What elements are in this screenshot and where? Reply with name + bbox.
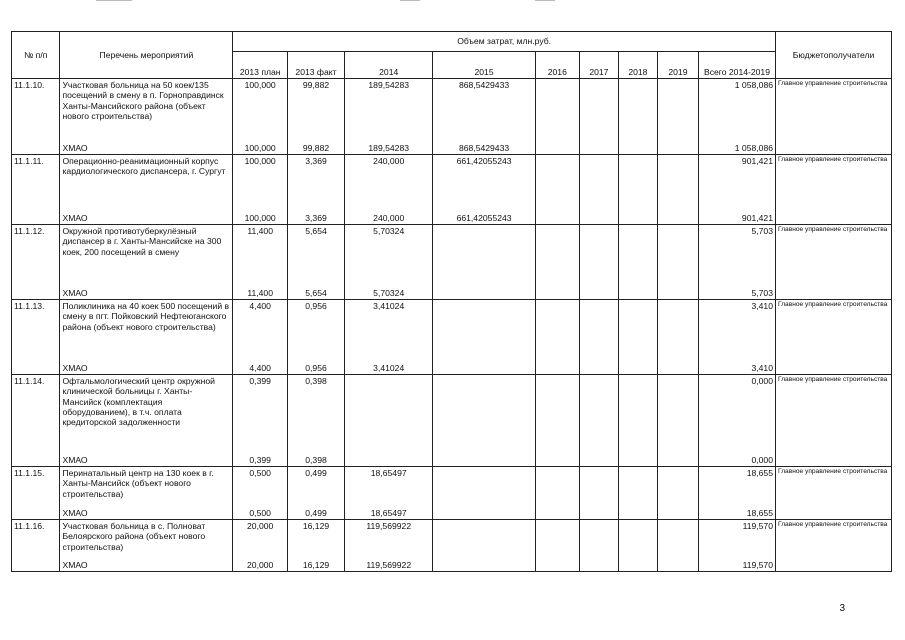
row-num <box>12 467 60 520</box>
value-2016-cell <box>535 79 579 155</box>
row-recipient <box>776 155 892 225</box>
value-2013-fact-cell <box>288 300 345 375</box>
row-num-text: 11.1.11. <box>14 156 44 166</box>
value-2013-fact: 3,369 <box>305 156 327 166</box>
value-2016-cell <box>535 225 579 300</box>
table-row <box>12 467 892 520</box>
value-total: 1 058,086 <box>734 80 773 90</box>
recipient-name: Главное управление строительства <box>778 521 888 528</box>
value-2014: 3,41024 <box>373 301 405 311</box>
value-2018-cell <box>618 225 657 300</box>
value-2017-cell <box>579 225 618 300</box>
recipient-name: Главное управление строительства <box>778 376 888 383</box>
value-total-cell <box>698 79 775 155</box>
table-header <box>12 32 892 79</box>
header-2017: 2017 <box>579 52 618 79</box>
value-2015-cell <box>433 79 535 155</box>
row-recipient <box>776 520 892 572</box>
page-number: 3 <box>839 603 845 614</box>
value-2017-cell <box>579 375 618 467</box>
value-2015-cell <box>433 300 535 375</box>
header-costs: Объем затрат, млн.руб. <box>233 32 776 52</box>
value-2013-plan: 100,000 <box>244 80 276 90</box>
value-2013-fact-cell <box>288 225 345 300</box>
value-2014-sub: 3,41024 <box>373 362 405 373</box>
value-2013-fact-sub: 16,129 <box>302 559 330 570</box>
row-recipient <box>776 79 892 155</box>
table-row <box>12 375 892 467</box>
header-num: № п/п <box>12 32 60 79</box>
value-2013-fact-sub: 0,956 <box>305 362 327 373</box>
value-2013-plan: 4,400 <box>249 301 271 311</box>
value-total-sub: 1 058,086 <box>734 142 773 153</box>
activity-sub-label: ХМАО <box>62 559 88 570</box>
value-2017-cell <box>579 520 618 572</box>
activity-name: Окружной противотуберкулёзный диспансер в г. Ханты-Мансийске на 300 коек, 200 посещений в смену <box>62 226 222 257</box>
row-num <box>12 225 60 300</box>
value-2016-cell <box>535 375 579 467</box>
header-recipient: Бюджетополучатели <box>776 32 892 79</box>
value-2013-plan-sub: 100,000 <box>244 142 276 153</box>
top-edge-line-mid <box>400 0 420 1</box>
row-recipient <box>776 467 892 520</box>
value-2014-sub: 240,000 <box>373 212 405 223</box>
table-row <box>12 155 892 225</box>
value-2014-cell <box>344 375 433 467</box>
row-num-text: 11.1.15. <box>14 468 45 478</box>
value-total-sub: 3,410 <box>751 362 773 373</box>
value-2015-cell <box>433 155 535 225</box>
value-2018-cell <box>618 520 657 572</box>
row-activity <box>60 300 233 375</box>
value-2013-fact-cell <box>288 79 345 155</box>
value-2016-cell <box>535 155 579 225</box>
value-2018-cell <box>618 300 657 375</box>
header-2016: 2016 <box>535 52 579 79</box>
activity-sub-label: ХМАО <box>62 507 88 518</box>
row-num-text: 11.1.13. <box>14 301 45 311</box>
value-2013-plan-cell <box>233 79 288 155</box>
value-2013-plan-cell <box>233 225 288 300</box>
recipient-name: Главное управление строительства <box>778 156 888 163</box>
header-2015: 2015 <box>433 52 535 79</box>
value-2014-cell <box>344 155 433 225</box>
value-2013-fact-sub: 0,499 <box>305 507 327 518</box>
value-total-sub: 0,000 <box>751 454 773 465</box>
activity-name: Операционно-реанимационный корпус кардиологического диспансера, г. Сургут <box>62 156 226 177</box>
value-2015-cell <box>433 520 535 572</box>
activity-sub-label: ХМАО <box>62 142 88 153</box>
row-num-text: 11.1.16. <box>14 521 45 531</box>
activity-sub-label: ХМАО <box>62 362 88 373</box>
recipient-name: Главное управление строительства <box>778 301 888 308</box>
value-2016-cell <box>535 300 579 375</box>
row-activity <box>60 225 233 300</box>
value-total: 0,000 <box>751 376 773 386</box>
row-num-text: 11.1.14. <box>14 376 45 386</box>
value-2015-cell <box>433 375 535 467</box>
row-activity <box>60 155 233 225</box>
value-2014: 119,569922 <box>366 521 412 531</box>
value-2013-plan-sub: 100,000 <box>244 212 276 223</box>
value-2014: 189,54283 <box>368 80 410 90</box>
value-2013-plan-cell <box>233 300 288 375</box>
row-num-text: 11.1.12. <box>14 226 45 236</box>
value-2013-fact: 0,398 <box>305 376 327 386</box>
table-row <box>12 225 892 300</box>
value-2014-cell <box>344 520 433 572</box>
value-2015: 868,5429433 <box>458 80 510 90</box>
activity-name: Перинатальный центр на 130 коек в г. Ханты-Мансийск (объект нового строительства) <box>62 468 214 499</box>
value-2013-plan: 20,000 <box>247 521 274 531</box>
value-2019-cell <box>657 300 698 375</box>
value-2013-fact-cell <box>288 375 345 467</box>
row-recipient <box>776 375 892 467</box>
row-num <box>12 375 60 467</box>
activity-name: Участковая больница на 50 коек/135 посещений в смену в п. Горноправдинск Ханты-Мансийского района (объект нового строительства) <box>62 80 224 121</box>
value-2013-fact-cell <box>288 155 345 225</box>
value-total-cell <box>698 375 775 467</box>
value-total-cell <box>698 300 775 375</box>
value-2014-cell <box>344 467 433 520</box>
value-2013-plan-sub: 0,500 <box>249 507 271 518</box>
recipient-name: Главное управление строительства <box>778 468 888 475</box>
row-recipient <box>776 225 892 300</box>
value-2013-fact: 99,882 <box>302 80 330 90</box>
top-edge-line-right <box>535 0 555 1</box>
value-2018-cell <box>618 155 657 225</box>
value-2014: 18,65497 <box>370 468 407 478</box>
value-2013-plan-sub: 11,400 <box>247 287 273 298</box>
value-total-sub: 901,421 <box>741 212 773 223</box>
row-activity <box>60 375 233 467</box>
value-2018-cell <box>618 467 657 520</box>
value-2013-fact: 5,654 <box>305 226 327 236</box>
value-2017-cell <box>579 79 618 155</box>
value-2013-plan-cell <box>233 520 288 572</box>
row-num-text: 11.1.10. <box>14 80 45 90</box>
value-total-sub: 119,570 <box>742 559 773 570</box>
value-2014: 240,000 <box>373 156 405 166</box>
table-row <box>12 79 892 155</box>
row-num <box>12 155 60 225</box>
value-total-sub: 18,655 <box>746 507 773 518</box>
value-2013-fact-sub: 99,882 <box>302 142 330 153</box>
value-total-cell <box>698 225 775 300</box>
value-2013-plan-cell <box>233 467 288 520</box>
value-total-sub: 5,703 <box>751 287 773 298</box>
activity-sub-label: ХМАО <box>62 454 88 465</box>
value-2017-cell <box>579 300 618 375</box>
header-activities: Перечень мероприятий <box>60 32 233 79</box>
header-2014: 2014 <box>344 52 433 79</box>
value-2015: 661,42055243 <box>456 156 512 166</box>
value-2013-fact: 16,129 <box>302 521 330 531</box>
value-2018-cell <box>618 79 657 155</box>
row-num <box>12 300 60 375</box>
row-activity <box>60 467 233 520</box>
value-2015-cell <box>433 467 535 520</box>
value-2014-cell <box>344 300 433 375</box>
recipient-name: Главное управление строительства <box>778 226 888 233</box>
row-num <box>12 79 60 155</box>
value-2014-cell <box>344 225 433 300</box>
value-2016-cell <box>535 520 579 572</box>
value-2019-cell <box>657 79 698 155</box>
value-2013-fact-sub: 5,654 <box>305 287 327 298</box>
activity-sub-label: ХМАО <box>62 212 88 223</box>
value-2013-plan-sub: 4,400 <box>249 362 271 373</box>
value-2019-cell <box>657 375 698 467</box>
value-2014-sub: 5,70324 <box>373 287 405 298</box>
value-2018-cell <box>618 375 657 467</box>
table-row <box>12 300 892 375</box>
value-2019-cell <box>657 467 698 520</box>
header-2013-plan: 2013 план <box>233 52 288 79</box>
value-2013-fact-sub: 0,398 <box>305 454 327 465</box>
value-total-cell <box>698 467 775 520</box>
activity-name: Офтальмологический центр окружной клинической больницы г. Ханты-Мансийск (комплектация оборудованием), в т.ч. оплата кредиторской задолженности <box>62 376 215 428</box>
budget-table <box>11 31 892 572</box>
value-total: 119,570 <box>742 521 773 531</box>
top-edge-line-left <box>96 0 132 1</box>
value-2019-cell <box>657 520 698 572</box>
value-2013-fact: 0,956 <box>305 301 327 311</box>
value-2019-cell <box>657 225 698 300</box>
activity-sub-label: ХМАО <box>62 287 88 298</box>
value-2013-plan-sub: 20,000 <box>247 559 274 570</box>
value-2015-sub: 868,5429433 <box>458 142 510 153</box>
value-total: 901,421 <box>741 156 773 166</box>
table-body <box>12 79 892 572</box>
value-2014-sub: 119,569922 <box>366 559 412 570</box>
recipient-name: Главное управление строительства <box>778 80 888 87</box>
activity-name: Участковая больница в с. Полноват Белоярского района (объект нового строительства) <box>62 521 206 552</box>
value-2017-cell <box>579 155 618 225</box>
value-2013-plan: 0,399 <box>249 376 271 386</box>
header-2018: 2018 <box>618 52 657 79</box>
value-2014-sub: 18,65497 <box>370 507 407 518</box>
value-2019-cell <box>657 155 698 225</box>
value-2014-cell <box>344 79 433 155</box>
value-2014: 5,70324 <box>373 226 405 236</box>
value-2013-plan: 0,500 <box>249 468 271 478</box>
row-recipient <box>776 300 892 375</box>
value-2013-fact-cell <box>288 467 345 520</box>
header-2013-fact: 2013 факт <box>288 52 345 79</box>
header-total: Всего 2014-2019 <box>698 52 775 79</box>
row-activity <box>60 520 233 572</box>
value-total-cell <box>698 155 775 225</box>
value-total: 18,655 <box>746 468 773 478</box>
value-total: 5,703 <box>751 226 773 236</box>
value-2013-fact: 0,499 <box>305 468 327 478</box>
activity-name: Поликлиника на 40 коек 500 посещений в смену в пгт. Пойковский Нефтеюганского района (объект нового строительства) <box>62 301 230 332</box>
value-2013-plan: 100,000 <box>244 156 276 166</box>
value-2013-plan-cell <box>233 375 288 467</box>
value-2013-plan-cell <box>233 155 288 225</box>
value-2015-cell <box>433 225 535 300</box>
value-2013-fact-sub: 3,369 <box>305 212 327 223</box>
value-2013-plan-sub: 0,399 <box>249 454 271 465</box>
value-total: 3,410 <box>751 301 773 311</box>
value-2013-fact-cell <box>288 520 345 572</box>
value-2013-plan: 11,400 <box>247 226 273 236</box>
row-activity <box>60 79 233 155</box>
row-num <box>12 520 60 572</box>
header-2019: 2019 <box>657 52 698 79</box>
value-2017-cell <box>579 467 618 520</box>
value-2015-sub: 661,42055243 <box>456 212 512 223</box>
value-2014-sub: 189,54283 <box>368 142 410 153</box>
value-total-cell <box>698 520 775 572</box>
table-row <box>12 520 892 572</box>
value-2016-cell <box>535 467 579 520</box>
